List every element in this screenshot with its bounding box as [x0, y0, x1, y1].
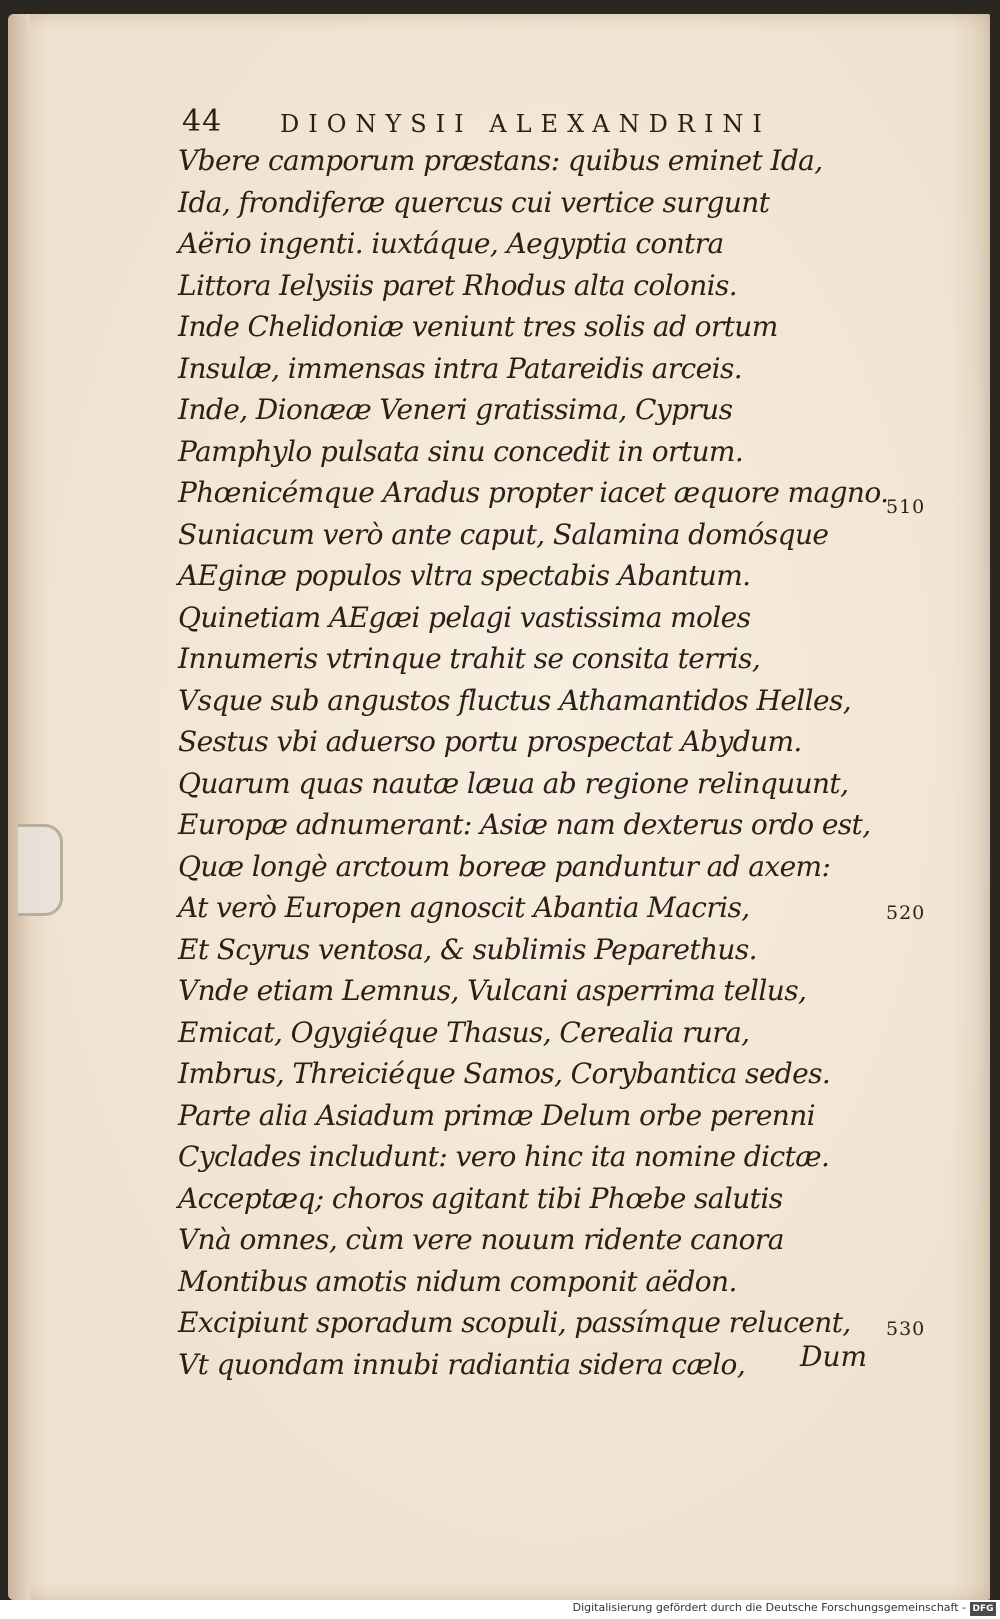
verse-block: [178, 140, 889, 1385]
verse-line: Excipiunt sporadum scopuli, passímque relucent,: [178, 1306, 851, 1339]
verse-line: Insulæ, immensas intra Patareidis arceis.: [178, 351, 743, 385]
verse-line: Quarum quas nautæ læua ab regione relinquunt,: [178, 766, 849, 800]
verse-line: Quæ longè arctoum boreæ panduntur ad axem:: [178, 849, 831, 883]
verse-line: Et Scyrus ventosa, & sublimis Peparethus.: [178, 932, 757, 966]
verse-line: At verò Europen agnoscit Abantia Macris,: [178, 891, 750, 924]
verse-line: Europæ adnumerant: Asiæ nam dexterus ordo est,: [178, 808, 871, 841]
line-marker-530: 530: [886, 1318, 926, 1340]
verse-line: Parte alia Asiadum primæ Delum orbe perenni: [178, 1098, 816, 1132]
verse-line: Aërio ingenti. iuxtáque, Aegyptia contra: [178, 227, 724, 260]
catchword: Dum: [800, 1340, 868, 1373]
verse-line: Inde Chelidoniæ veniunt tres solis ad ortum: [178, 310, 778, 343]
dfg-logo: DFG: [970, 1602, 996, 1616]
page-number: 44: [182, 104, 223, 139]
page-clip: [18, 824, 63, 916]
page-edge: [8, 14, 30, 1600]
page-header: [182, 104, 802, 144]
verse-line: Vnde etiam Lemnus, Vulcani asperrima tellus,: [178, 974, 807, 1007]
verse-line: Sestus vbi aduerso portu prospectat Abydum.: [178, 725, 802, 758]
verse-line: Vbere camporum præstans: quibus eminet Ida,: [178, 144, 823, 177]
verse-line: Acceptæq; choros agitant tibi Phœbe salutis: [178, 1181, 783, 1215]
verse-line: Emicat, Ogygiéque Thasus, Cerealia rura,: [178, 1015, 750, 1049]
verse-line: Vnà omnes, cùm vere nouum ridente canora: [178, 1223, 784, 1256]
line-marker-520: 520: [886, 902, 926, 924]
verse-line: Quinetiam AEgæi pelagi vastissima moles: [178, 600, 751, 634]
verse-line: Cyclades includunt: vero hinc ita nomine dictæ.: [178, 1140, 830, 1173]
verse-line: Ida, frondiferæ quercus cui vertice surgunt: [178, 185, 770, 219]
verse-line: Vsque sub angustos fluctus Athamantidos Helles,: [178, 683, 852, 717]
verse-line: Pamphylo pulsata sinu concedit in ortum.: [178, 434, 744, 468]
verse-line: Innumeris vtrinque trahit se consita terris,: [178, 642, 761, 675]
verse-line: AEginæ populos vltra spectabis Abantum.: [178, 559, 751, 592]
digitization-credit: Digitalisierung gefördert durch die Deutsche Forschungsgemeinschaft -: [572, 1601, 966, 1614]
running-head: DIONYSII ALEXANDRINI: [280, 110, 771, 138]
verse-line: Inde, Dionææ Veneri gratissima, Cyprus: [178, 393, 733, 426]
verse-line: Vt quondam innubi radiantia sidera cælo,: [178, 1347, 746, 1381]
line-marker-510: 510: [886, 496, 926, 518]
verse-line: Littora Ielysiis paret Rhodus alta colonis.: [178, 268, 738, 302]
verse-line: Imbrus, Threiciéque Samos, Corybantica sedes.: [178, 1057, 831, 1090]
verse-line: Phœnicémque Aradus propter iacet æquore magno.: [178, 476, 889, 509]
verse-line: Montibus amotis nidum componit aëdon.: [178, 1264, 737, 1298]
verse-line: Suniacum verò ante caput, Salamina domósque: [178, 517, 829, 551]
